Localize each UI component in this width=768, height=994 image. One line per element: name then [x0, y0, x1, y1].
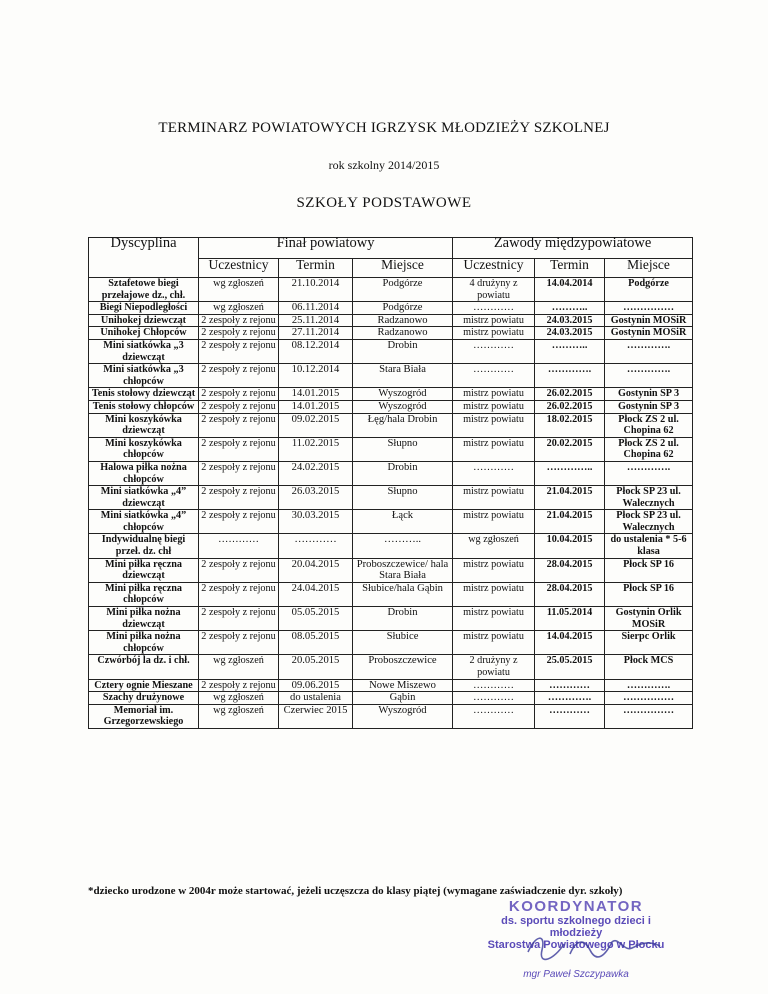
- table-row: [89, 314, 693, 327]
- cell-inter-place: ………….: [605, 339, 693, 363]
- cell-discipline: Halowa piłka nożna chłopców: [89, 461, 199, 485]
- stamp-line-4: mgr Paweł Szczypawka: [523, 969, 629, 980]
- cell-final-participants: 2 zespoły z rejonu: [199, 413, 279, 437]
- cell-discipline: Mini piłka ręczna dziewcząt: [89, 558, 199, 582]
- cell-discipline: Mini piłka nożna chłopców: [89, 631, 199, 655]
- cell-inter-date: 18.02.2015: [535, 413, 605, 437]
- cell-inter-date: 24.03.2015: [535, 327, 605, 340]
- section-heading: SZKOŁY PODSTAWOWE: [296, 195, 472, 211]
- cell-final-place: Słupno: [353, 437, 453, 461]
- cell-final-date: …………: [279, 534, 353, 558]
- cell-inter-participants: …………: [453, 364, 535, 388]
- header-inter: Zawody międzypowiatowe: [453, 238, 693, 259]
- cell-final-place: ………..: [353, 534, 453, 558]
- cell-final-place: Słubice/hala Gąbin: [353, 582, 453, 606]
- cell-inter-date: ………..: [535, 339, 605, 363]
- cell-discipline: Sztafetowe biegi przełajowe dz., chł.: [89, 278, 199, 302]
- cell-inter-participants: mistrz powiatu: [453, 510, 535, 534]
- cell-final-participants: 2 zespoły z rejonu: [199, 400, 279, 413]
- cell-inter-date: 26.02.2015: [535, 388, 605, 401]
- cell-final-date: 24.04.2015: [279, 582, 353, 606]
- cell-inter-date: …………: [535, 704, 605, 728]
- header-final-date: Termin: [279, 259, 353, 278]
- cell-final-participants: 2 zespoły z rejonu: [199, 437, 279, 461]
- cell-final-date: 30.03.2015: [279, 510, 353, 534]
- cell-final-participants: 2 zespoły z rejonu: [199, 607, 279, 631]
- table-row: [89, 388, 693, 401]
- cell-final-date: 25.11.2014: [279, 314, 353, 327]
- header-final-place: Miejsce: [353, 259, 453, 278]
- cell-final-participants: 2 zespoły z rejonu: [199, 679, 279, 692]
- cell-final-date: 06.11.2014: [279, 302, 353, 315]
- table-row: [89, 534, 693, 558]
- cell-inter-participants: …………: [453, 461, 535, 485]
- cell-final-place: Proboszczewice/ hala Stara Biała: [353, 558, 453, 582]
- cell-final-place: Słubice: [353, 631, 453, 655]
- cell-inter-participants: mistrz powiatu: [453, 607, 535, 631]
- cell-final-date: 20.04.2015: [279, 558, 353, 582]
- cell-final-date: 05.05.2015: [279, 607, 353, 631]
- cell-inter-date: 28.04.2015: [535, 558, 605, 582]
- cell-inter-participants: mistrz powiatu: [453, 388, 535, 401]
- cell-final-participants: wg zgłoszeń: [199, 302, 279, 315]
- cell-inter-place: Sierpc Orlik: [605, 631, 693, 655]
- table-row: [89, 364, 693, 388]
- cell-final-date: 10.12.2014: [279, 364, 353, 388]
- cell-final-date: 27.11.2014: [279, 327, 353, 340]
- cell-final-participants: wg zgłoszeń: [199, 704, 279, 728]
- cell-final-participants: 2 zespoły z rejonu: [199, 327, 279, 340]
- cell-final-date: 08.05.2015: [279, 631, 353, 655]
- cell-inter-participants: mistrz powiatu: [453, 314, 535, 327]
- cell-discipline: Mini piłka ręczna chłopców: [89, 582, 199, 606]
- header-final-participants: Uczestnicy: [199, 259, 279, 278]
- cell-inter-participants: mistrz powiatu: [453, 413, 535, 437]
- cell-inter-place: Płock SP 23 ul. Walecznych: [605, 510, 693, 534]
- table-row: [89, 461, 693, 485]
- cell-inter-date: ………….: [535, 692, 605, 705]
- cell-final-place: Nowe Miszewo: [353, 679, 453, 692]
- cell-final-participants: …………: [199, 534, 279, 558]
- table-row: [89, 607, 693, 631]
- cell-final-date: do ustalenia: [279, 692, 353, 705]
- cell-inter-participants: mistrz powiatu: [453, 486, 535, 510]
- cell-discipline: Tenis stołowy dziewcząt: [89, 388, 199, 401]
- cell-final-date: 11.02.2015: [279, 437, 353, 461]
- cell-inter-participants: mistrz powiatu: [453, 631, 535, 655]
- stamp-line-2: ds. sportu szkolnego dzieci i młodzieży: [501, 915, 651, 939]
- cell-inter-date: 14.04.2015: [535, 631, 605, 655]
- table-row: [89, 486, 693, 510]
- cell-inter-date: 11.05.2014: [535, 607, 605, 631]
- table-row: [89, 655, 693, 679]
- table-row: [89, 679, 693, 692]
- cell-final-place: Stara Biała: [353, 364, 453, 388]
- cell-discipline: Biegi Niepodległości: [89, 302, 199, 315]
- cell-inter-participants: mistrz powiatu: [453, 400, 535, 413]
- table-row: [89, 400, 693, 413]
- cell-final-place: Wyszogród: [353, 704, 453, 728]
- cell-inter-place: ………….: [605, 679, 693, 692]
- cell-final-date: 20.05.2015: [279, 655, 353, 679]
- cell-discipline: Mini koszykówka dziewcząt: [89, 413, 199, 437]
- cell-inter-place: Płock SP 23 ul. Walecznych: [605, 486, 693, 510]
- cell-final-participants: 2 zespoły z rejonu: [199, 558, 279, 582]
- cell-inter-date: 10.04.2015: [535, 534, 605, 558]
- header-discipline: Dyscyplina: [89, 238, 199, 278]
- cell-final-date: 14.01.2015: [279, 388, 353, 401]
- header-inter-date: Termin: [535, 259, 605, 278]
- stamp-line-3: Starostwa Powiatowego w Płocku: [487, 939, 665, 951]
- table-row: [89, 558, 693, 582]
- cell-discipline: Mini siatkówka „4” dziewcząt: [89, 486, 199, 510]
- table-row: [89, 413, 693, 437]
- table-row: [89, 510, 693, 534]
- cell-final-place: Radzanowo: [353, 327, 453, 340]
- cell-inter-date: 28.04.2015: [535, 582, 605, 606]
- cell-inter-participants: 2 drużyny z powiatu: [453, 655, 535, 679]
- cell-final-place: Radzanowo: [353, 314, 453, 327]
- cell-inter-date: 21.04.2015: [535, 486, 605, 510]
- cell-final-participants: 2 zespoły z rejonu: [199, 510, 279, 534]
- cell-inter-place: Gostynin SP 3: [605, 388, 693, 401]
- cell-inter-place: ………….: [605, 364, 693, 388]
- document-title: TERMINARZ POWIATOWYCH IGRZYSK MŁODZIEŻY SZKOLNEJ: [158, 120, 610, 136]
- cell-inter-participants: mistrz powiatu: [453, 437, 535, 461]
- cell-final-place: Wyszogród: [353, 388, 453, 401]
- cell-inter-date: 20.02.2015: [535, 437, 605, 461]
- table-row: [89, 437, 693, 461]
- cell-inter-participants: 4 drużyny z powiatu: [453, 278, 535, 302]
- cell-inter-place: ………….: [605, 461, 693, 485]
- cell-inter-date: …………..: [535, 461, 605, 485]
- cell-final-date: 21.10.2014: [279, 278, 353, 302]
- header-final: Finał powiatowy: [199, 238, 453, 259]
- cell-final-participants: wg zgłoszeń: [199, 655, 279, 679]
- cell-inter-place: ……………: [605, 704, 693, 728]
- cell-final-participants: 2 zespoły z rejonu: [199, 631, 279, 655]
- stamp-line-1: KOORDYNATOR: [508, 898, 644, 915]
- cell-inter-participants: mistrz powiatu: [453, 558, 535, 582]
- cell-final-place: Łąck: [353, 510, 453, 534]
- cell-discipline: Mini siatkówka „3 chłopców: [89, 364, 199, 388]
- table-row: [89, 582, 693, 606]
- table-row: [89, 302, 693, 315]
- cell-final-participants: 2 zespoły z rejonu: [199, 388, 279, 401]
- cell-final-place: Łęg/hala Drobin: [353, 413, 453, 437]
- cell-inter-place: ……………: [605, 302, 693, 315]
- cell-discipline: Unihokej dziewcząt: [89, 314, 199, 327]
- cell-final-participants: wg zgłoszeń: [199, 278, 279, 302]
- cell-inter-date: ………..: [535, 302, 605, 315]
- cell-inter-place: do ustalenia * 5-6 klasa: [605, 534, 693, 558]
- header-inter-participants: Uczestnicy: [453, 259, 535, 278]
- header-inter-place: Miejsce: [605, 259, 693, 278]
- cell-final-participants: 2 zespoły z rejonu: [199, 314, 279, 327]
- cell-discipline: Memoriał im. Grzegorzewskiego: [89, 704, 199, 728]
- cell-inter-date: 21.04.2015: [535, 510, 605, 534]
- cell-discipline: Mini siatkówka „3 dziewcząt: [89, 339, 199, 363]
- table-row: [89, 327, 693, 340]
- cell-inter-participants: wg zgłoszeń: [453, 534, 535, 558]
- cell-inter-date: 26.02.2015: [535, 400, 605, 413]
- footnote: *dziecko urodzone w 2004r może startować, jeżeli uczęszcza do klasy piątej (wymagane zaświadczenie dyr. szkoły): [88, 885, 623, 897]
- cell-inter-date: …………: [535, 679, 605, 692]
- cell-inter-place: ……………: [605, 692, 693, 705]
- cell-final-place: Wyszogród: [353, 400, 453, 413]
- table-row: [89, 704, 693, 728]
- cell-final-participants: 2 zespoły z rejonu: [199, 461, 279, 485]
- cell-discipline: Czwórbój la dz. i chł.: [89, 655, 199, 679]
- cell-inter-place: Płock SP 16: [605, 558, 693, 582]
- cell-final-participants: 2 zespoły z rejonu: [199, 486, 279, 510]
- cell-inter-place: Gostynin MOSiR: [605, 327, 693, 340]
- cell-final-date: 24.02.2015: [279, 461, 353, 485]
- cell-inter-place: Płock ZS 2 ul. Chopina 62: [605, 437, 693, 461]
- cell-final-participants: 2 zespoły z rejonu: [199, 582, 279, 606]
- cell-inter-place: Gostynin SP 3: [605, 400, 693, 413]
- cell-inter-participants: mistrz powiatu: [453, 582, 535, 606]
- cell-final-participants: 2 zespoły z rejonu: [199, 339, 279, 363]
- cell-inter-participants: …………: [453, 704, 535, 728]
- cell-final-place: Podgórze: [353, 302, 453, 315]
- cell-discipline: Tenis stołowy chłopców: [89, 400, 199, 413]
- cell-final-date: 08.12.2014: [279, 339, 353, 363]
- table-row: [89, 692, 693, 705]
- cell-final-place: Drobin: [353, 339, 453, 363]
- cell-final-place: Drobin: [353, 461, 453, 485]
- cell-final-date: 14.01.2015: [279, 400, 353, 413]
- cell-inter-place: Płock SP 16: [605, 582, 693, 606]
- cell-discipline: Unihokej Chłopców: [89, 327, 199, 340]
- cell-discipline: Mini koszykówka chłopców: [89, 437, 199, 461]
- cell-final-date: 09.02.2015: [279, 413, 353, 437]
- cell-inter-participants: …………: [453, 302, 535, 315]
- cell-final-participants: wg zgłoszeń: [199, 692, 279, 705]
- cell-final-place: Proboszczewice: [353, 655, 453, 679]
- table-row: [89, 631, 693, 655]
- cell-inter-place: Płock ZS 2 ul. Chopina 62: [605, 413, 693, 437]
- cell-inter-place: Płock MCS: [605, 655, 693, 679]
- cell-inter-place: Gostynin Orlik MOSiR: [605, 607, 693, 631]
- school-year: rok szkolny 2014/2015: [328, 158, 440, 172]
- cell-inter-place: Podgórze: [605, 278, 693, 302]
- cell-inter-date: 14.04.2014: [535, 278, 605, 302]
- cell-inter-participants: …………: [453, 692, 535, 705]
- cell-final-date: Czerwiec 2015: [279, 704, 353, 728]
- cell-discipline: Mini piłka nożna dziewcząt: [89, 607, 199, 631]
- table-row: [89, 278, 693, 302]
- cell-final-place: Drobin: [353, 607, 453, 631]
- cell-final-participants: 2 zespoły z rejonu: [199, 364, 279, 388]
- cell-final-place: Podgórze: [353, 278, 453, 302]
- cell-inter-participants: …………: [453, 339, 535, 363]
- cell-final-date: 09.06.2015: [279, 679, 353, 692]
- cell-final-place: Gąbin: [353, 692, 453, 705]
- cell-inter-date: 24.03.2015: [535, 314, 605, 327]
- schedule-table: [88, 237, 693, 729]
- cell-discipline: Cztery ognie Mieszane: [89, 679, 199, 692]
- cell-inter-date: 25.05.2015: [535, 655, 605, 679]
- handwritten-signature: [520, 930, 670, 966]
- cell-inter-participants: …………: [453, 679, 535, 692]
- cell-discipline: Mini siatkówka „4” chłopców: [89, 510, 199, 534]
- cell-inter-participants: mistrz powiatu: [453, 327, 535, 340]
- cell-inter-place: Gostynin MOSiR: [605, 314, 693, 327]
- table-row: [89, 339, 693, 363]
- cell-discipline: Indywidualnę biegi przeł. dz. chł: [89, 534, 199, 558]
- cell-final-place: Słupno: [353, 486, 453, 510]
- cell-final-date: 26.03.2015: [279, 486, 353, 510]
- cell-inter-date: ………….: [535, 364, 605, 388]
- cell-discipline: Szachy drużynowe: [89, 692, 199, 705]
